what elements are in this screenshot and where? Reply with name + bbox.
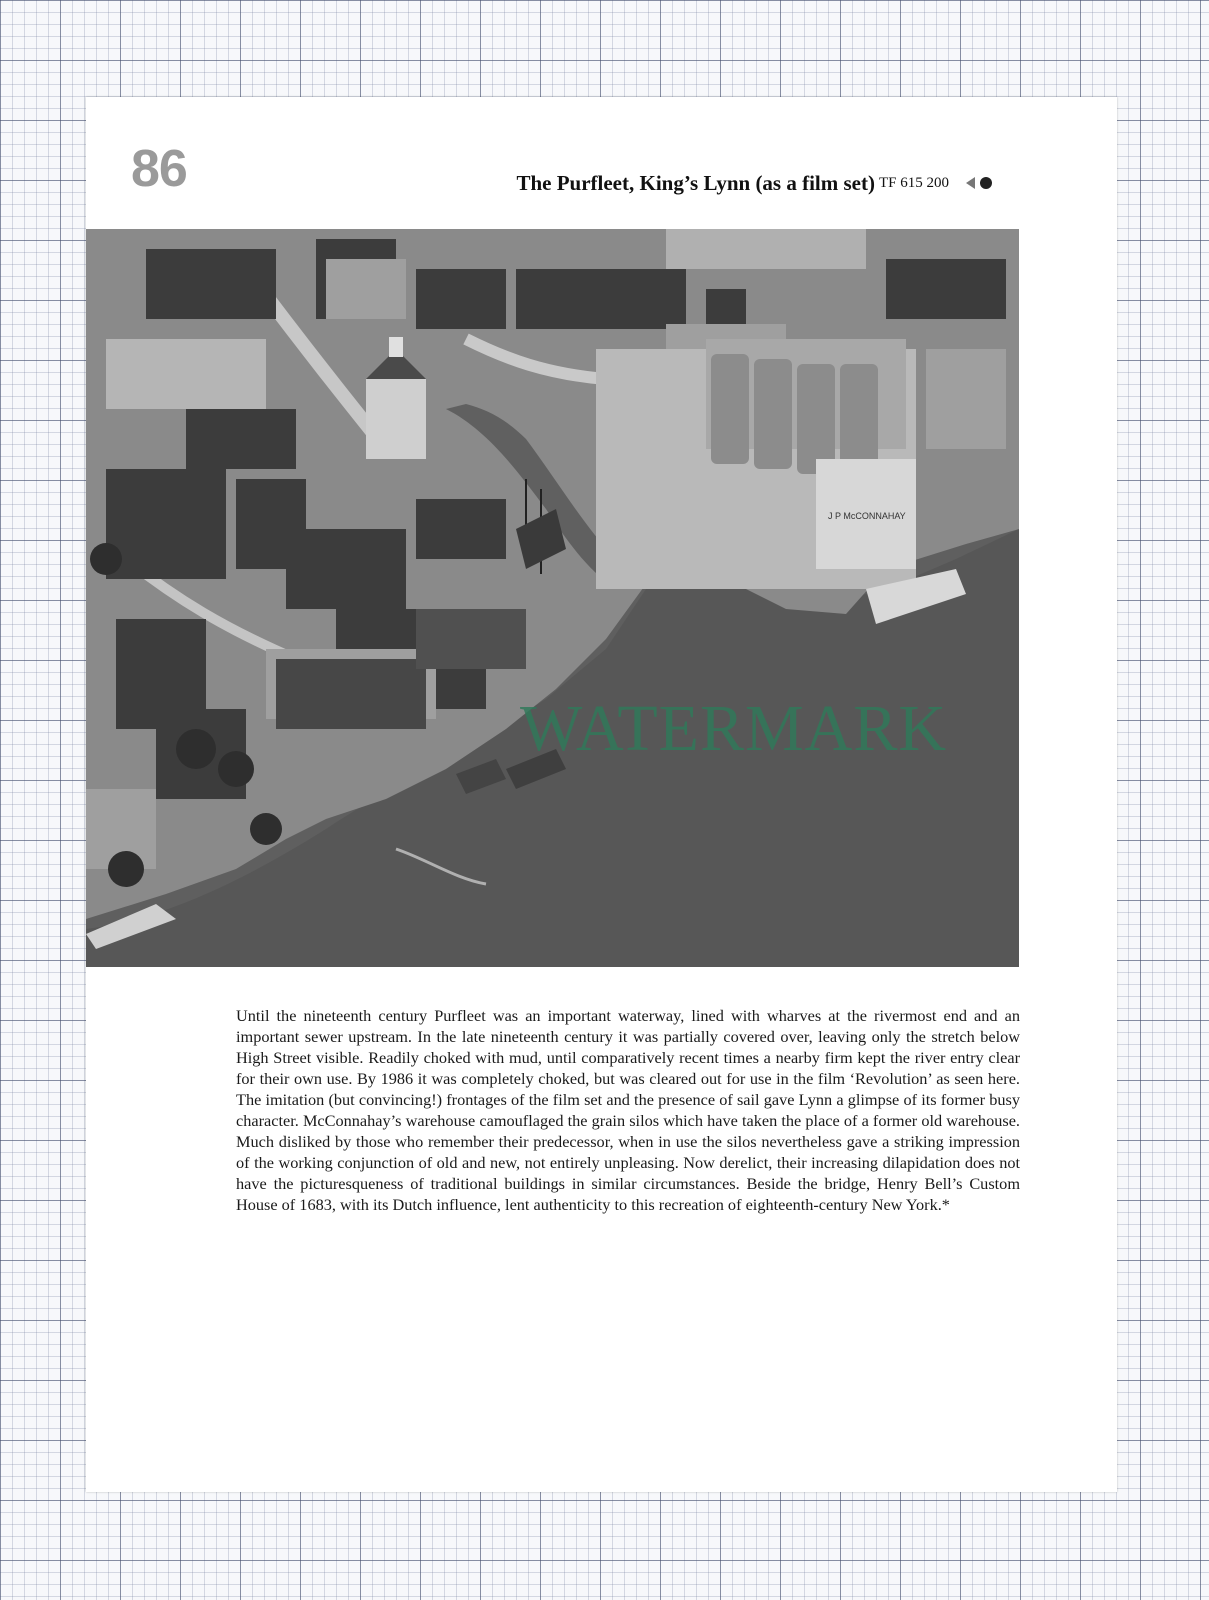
view-direction-arrow-icon (966, 176, 996, 190)
warehouse-sign: J P McCONNAHAY (828, 511, 906, 521)
body-paragraph: Until the nineteenth century Purfleet was an important waterway, lined with wharves at the rivermost end and an important sewer upstream. In the late nineteenth century it was partially covered over, leaving only the stretch below High Street visible. Readily choked with mud, until comparatively recent times a nearby firm kept the river entry clear for their own use. By 1986 it was completely choked, but was cleared out for use in the film ‘Revolution’ as seen here. The imitation (but convincing!) frontages of the film set and the presence of sail gave Lynn a glimpse of its former busy character. McConnahay’s warehouse camouflaged the grain silos which have taken the place of a former old warehouse. Much disliked by those who remember their predecessor, when in use the silos nevertheless gave a striking impression of the working conjunction of old and new, not entirely unpleasing. Now derelict, their increasing dilapidation does not have the picturesqueness of traditional buildings in similar circumstances. Beside the bridge, Henry Bell’s Custom House of 1683, with its Dutch influence, lent authenticity to this recreation of eighteenth-century New York.* (236, 1006, 1020, 1214)
grid-reference: TF 615 200 (879, 175, 950, 191)
page-number: 86 (131, 140, 187, 198)
watermark: WATERMARK (520, 692, 948, 765)
aerial-photograph (86, 229, 1019, 967)
page-title: The Purfleet, King’s Lynn (as a film set) (516, 171, 875, 195)
